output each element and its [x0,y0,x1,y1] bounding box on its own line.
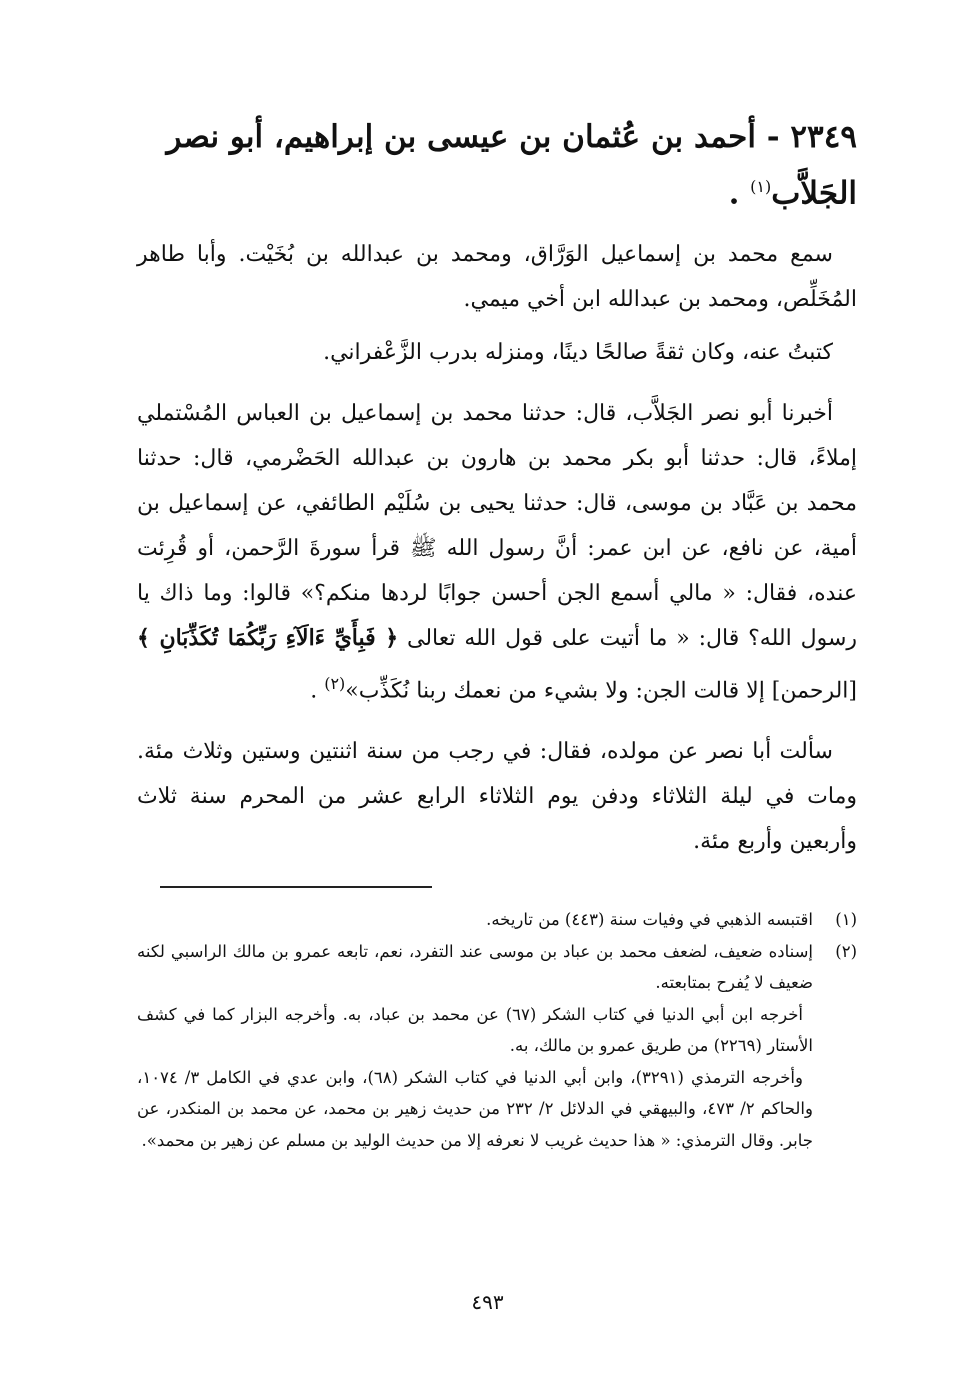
paragraph-birth-death: سألت أبا نصر عن مولده، فقال: في رجب من سنة اثنتين وستين وثلاث مئة. ومات في ليلة الثلاثاء ودفن يوم الثلاثاء الرابع عشر من المحرم سنة ثلاث وأربعين وأربع مئة. [137,739,857,855]
entry-heading [137,112,857,218]
footnote-2 [137,936,857,999]
footnote-number: (٢) [835,941,857,961]
paragraph-teachers: سمع محمد بن إسماعيل الوَرَّاق، ومحمد بن عبدالله بن بُخَيْت. وأبا طاهر المُخَلِّص، ومحمد بن عبدالله ابن أخي ميمي. [137,242,857,312]
nisba-text: الجَلاَّب [771,175,857,212]
paragraph-hadith [137,391,857,713]
heading-end: . [728,175,751,212]
entry-heading-line2 [137,162,857,218]
page-number: ٤٩٣ [471,1290,504,1314]
quran-verse: ﴿ فَبِأَيِّ ءَالَآءِ رَبِّكُمَا تُكَذِّبَانِ ﴾ [137,625,399,651]
hadith-matn-end: [الرحمن] إلا قالت الجن: ولا بشيء من نعمك ربنا نُكَذِّب» [345,678,857,704]
footnote-2-continued: أخرجه ابن أبي الدنيا في كتاب الشكر (٦٧) عن محمد بن عباد، به. وأخرجه البزار كما في كشف الأستار (٢٢٦٩) من طريق عمرو بن مالك، به. [137,1004,813,1055]
footnote-divider [160,886,432,888]
footnote-ref-1[interactable]: (١) [750,177,772,196]
entry-body [137,232,857,880]
hadith-end: . [310,678,325,704]
hadith-isnad-text: أخبرنا أبو نصر الجَلاَّب، قال: حدثنا محمد بن إسماعيل بن العباس المُسْتملي إملاءً، قال: حدثنا أبو بكر محمد بن هارون بن عبدالله الحَضْرمي، قال: حدثنا محمد بن عَبَّاد بن موسى، قال: حدثنا يحيى بن سُلَيْم الطائفي، عن إسماعيل بن أمية، عن نافع، عن ابن عمر: أنَّ رسول الله ﷺ قرأ سورةَ الرَّحمن، أو قُرِئت عنده، فقال: « مالي أسمع الجن أحسن جوابًا لردها منكم؟» قالوا: وما ذاك يا رسول الله؟ قال: « ما أتيت على قول الله تعالى [137,401,857,651]
footnote-1 [137,904,857,936]
footnotes [137,904,857,1156]
footnote-number: (١) [835,910,857,929]
footnote-text: إسناده ضعيف، لضعف محمد بن عباد بن موسى عند التفرد، نعم، تابعه عمرو بن مالك الراسبي لكنه ضعيف لا يُفرح بمتابعته. [137,941,813,992]
entry-heading-text: ٢٣٤٩ - أحمد بن عُثمان بن عيسى بن إبراهيم، أبو نصر [166,119,857,155]
footnote-2-continued: وأخرجه الترمذي (٣٢٩١)، وابن أبي الدنيا في كتاب الشكر (٦٨)، وابن عدي في الكامل ٣/ ١٠٧٤، والحاكم ٢/ ٤٧٣، والبيهقي في الدلائل ٢/ ٢٣٢ من حديث زهير بن محمد، عن محمد بن المنكدر، عن جابر. وقال الترمذي: « هذا حديث غريب لا نعرفه إلا من حديث الوليد بن مسلم عن زهير بن محمد». [137,1067,813,1150]
paragraph-assessment: كتبتُ عنه، وكان ثقةً صالحًا دينًا، ومنزله بدرب الزَّعْفراني. [323,340,833,365]
footnote-ref-2[interactable]: (٢) [324,674,346,693]
footnote-text: اقتبسه الذهبي في وفيات سنة (٤٤٣) من تاريخه. [486,910,813,929]
